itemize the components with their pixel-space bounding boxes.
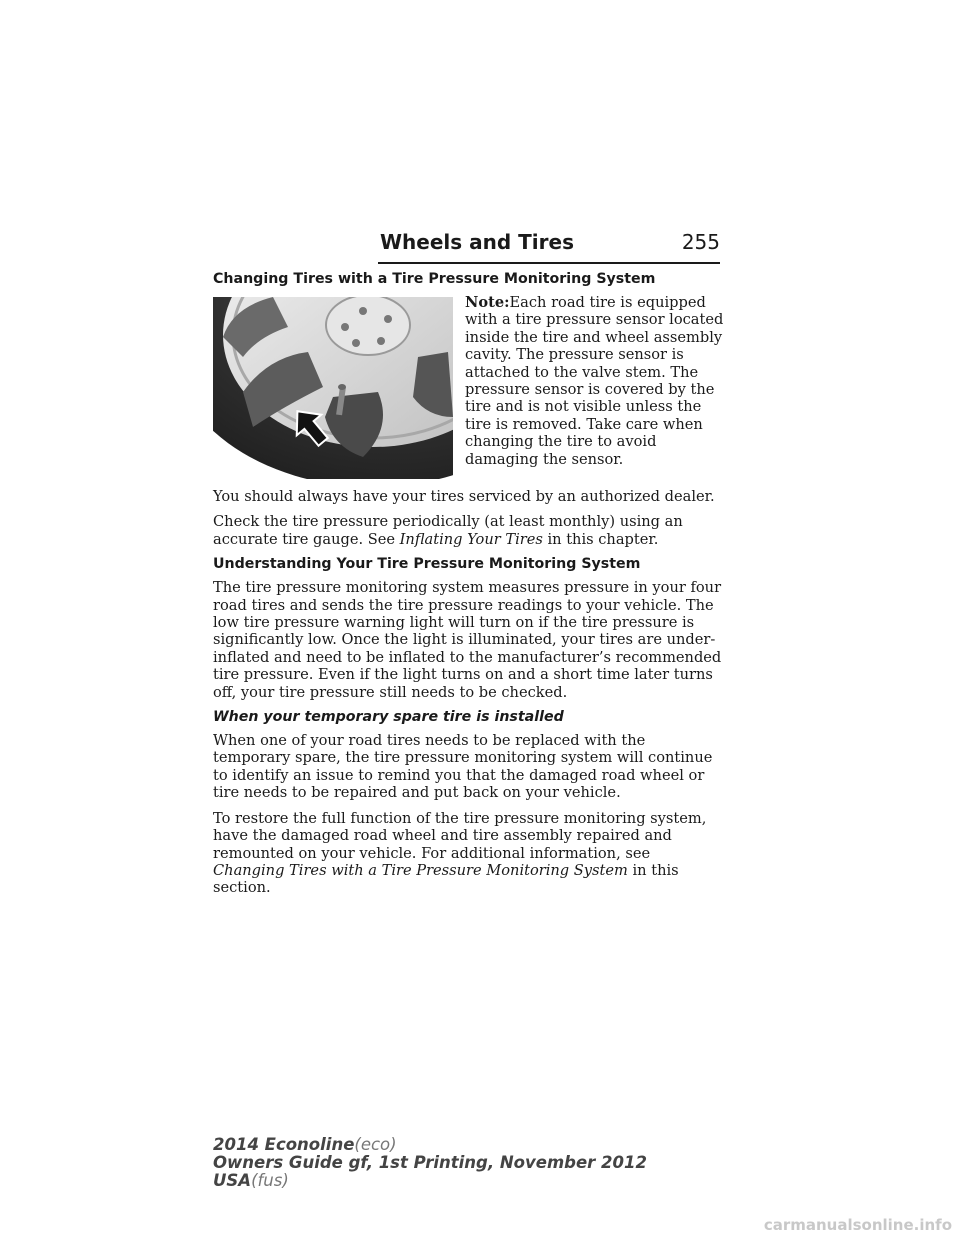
paragraph-check-pressure [213,513,723,548]
footer-line-model [213,1136,647,1154]
footer-line-region [213,1172,647,1190]
figure-with-note [213,294,723,482]
paragraph-service-dealer: You should always have your tires serviced by an authorized dealer. [213,488,715,505]
wheel-illustration-svg [213,297,453,479]
page-content [213,271,723,905]
footer-line-printing: Owners Guide gf, 1st Printing, November 2012 [213,1153,647,1172]
note-text: Each road tire is equipped with a tire pressure sensor located inside the tire and wheel assembly cavity. The pressure sensor is attached to the valve stem. The pressure sensor is covered by the tire and is not visible unless the tire is removed. Take care when changing the tire to avoid damaging the sensor. [465,294,724,468]
note-label: Note: [465,294,510,311]
para-text: Check the tire pressure periodically (at least monthly) using an accurate tire gauge. See [213,513,683,548]
para-text: in this chapter. [542,530,659,548]
sensor-note [465,294,727,468]
footer-model-code: (eco) [354,1135,397,1154]
paragraph-spare-installed: When one of your road tires needs to be replaced with the temporary spare, the tire pressure monitoring system will continue to identify an issue to remind you that the damaged road wheel or tire needs to be repaired and put back on your vehicle. [213,732,713,802]
section-heading-temporary-spare: When your temporary spare tire is installed [213,709,564,726]
section-heading-changing-tires: Changing Tires with a Tire Pressure Monitoring System [213,271,656,287]
section-heading-understanding-tpms: Understanding Your Tire Pressure Monitoring System [213,556,641,573]
footer-model: 2014 Econoline [213,1135,355,1154]
watermark: carmanualsonline.info [763,1216,952,1234]
para-text: in this section. [213,861,679,897]
footer-region-code: (fus) [251,1171,289,1190]
tire-valve-stem-illustration [213,297,453,479]
page-header [378,228,720,264]
cross-reference-inflating-tires: Inflating Your Tires [399,530,543,548]
paragraph-restore-function [213,810,723,897]
paragraph-tpms-description: The tire pressure monitoring system measures pressure in your four road tires and sends the tire pressure readings to your vehicle. The low tire pressure warning light will turn on if the tire pressure is significantly low. Once the light is illuminated, your tires are under-inflated and need to be inflated to the manufacturer’s recommended tire pressure. Even if the light turns on and a short time later turns off, your tire pressure still needs to be checked. [213,579,722,701]
footer-region: USA [213,1171,252,1190]
chapter-title: Wheels and Tires [380,230,574,254]
page-footer [213,1136,647,1190]
cross-reference-changing-tires: Changing Tires with a Tire Pressure Monitoring System [213,861,628,879]
page-number: 255 [681,230,720,254]
para-text: To restore the full function of the tire pressure monitoring system, have the damaged road wheel and tire assembly repaired and remounted on your vehicle. For additional information, see [213,809,707,862]
